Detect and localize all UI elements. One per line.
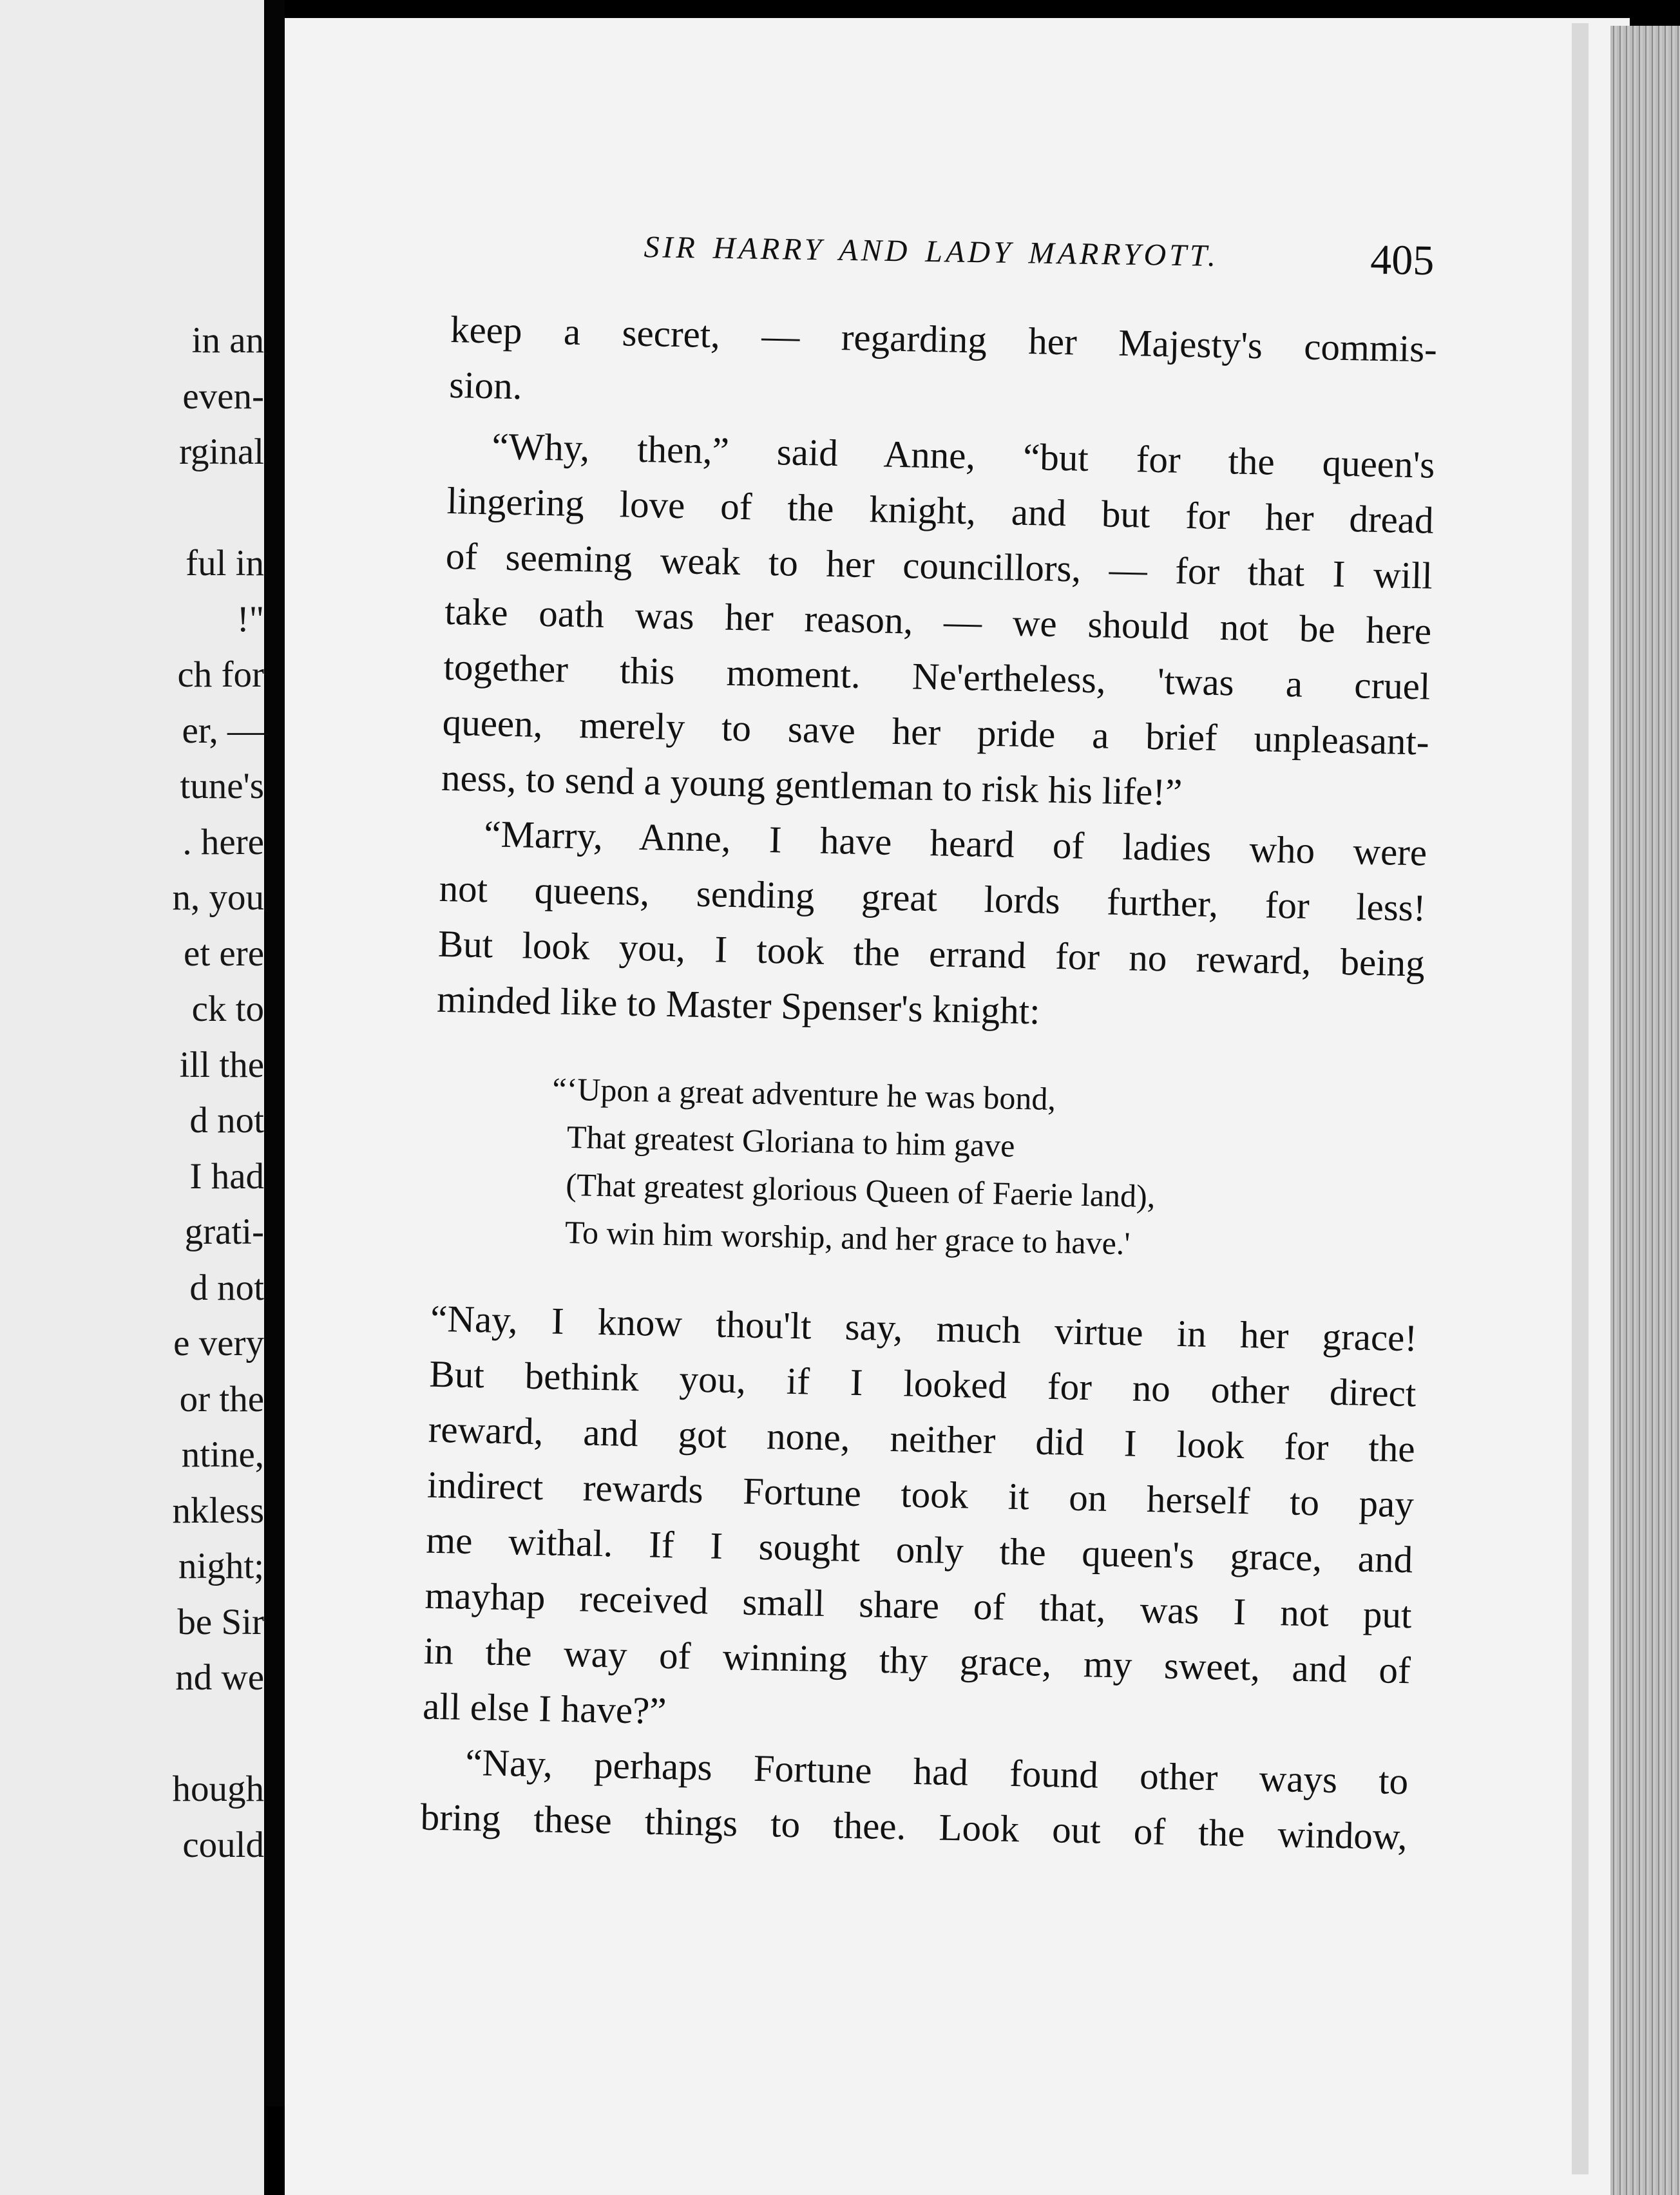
- previous-page-line: ill the: [179, 1044, 264, 1085]
- previous-page-line: d not: [189, 1267, 264, 1308]
- text-line: reward, and got none, neither did I look for the: [428, 1407, 1416, 1470]
- text-line: ness, to send a young gentleman to risk his life!”: [441, 755, 1183, 813]
- text-line: bring these things to thee. Look out of the window,: [420, 1795, 1408, 1858]
- previous-page-line: even-: [182, 375, 264, 417]
- paragraph: [441, 417, 1435, 825]
- previous-page-line: d not: [189, 1100, 264, 1141]
- verse-quotation: [432, 1063, 1422, 1273]
- previous-page-line: !": [236, 598, 264, 640]
- text-line: in the way of winning thy grace, my sweet, and of: [423, 1629, 1411, 1692]
- paragraph: [449, 301, 1438, 432]
- text-line: But bethink you, if I looked for no other direct: [428, 1352, 1417, 1415]
- paragraph: [436, 805, 1427, 1047]
- previous-page-line: . here: [182, 821, 264, 862]
- gutter-shadow: [265, 0, 285, 2106]
- previous-page-line: rginal: [179, 432, 264, 472]
- text-line: lingering love of the knight, and but for her dread: [446, 479, 1435, 542]
- text-line: take oath was her reason, — we should not be here: [444, 589, 1432, 652]
- verse-line: (That greatest glorious Queen of Faerie land),: [565, 1166, 1156, 1215]
- text-line: me withal. If I sought only the queen's grace, and: [425, 1518, 1413, 1581]
- previous-page-line: grati-: [184, 1212, 264, 1252]
- page-number: 405: [1370, 236, 1435, 285]
- previous-page-line: ntine,: [181, 1434, 264, 1475]
- previous-page-line: ck to: [191, 989, 264, 1029]
- text-line: of seeming weak to her councillors, — for that I will: [445, 534, 1433, 597]
- previous-page-line: could: [182, 1824, 264, 1865]
- verse-line: “‘Upon a great adventure he was bond,: [551, 1070, 1056, 1117]
- text-line: all else I have?”: [422, 1684, 667, 1733]
- previous-page-line: e very: [173, 1323, 264, 1364]
- page-stack-edge: [1610, 26, 1680, 2195]
- paragraph: [420, 1734, 1409, 1865]
- previous-page-line: in an: [191, 320, 264, 361]
- previous-page-text: [110, 313, 264, 1873]
- text-line: mayhap received small share of that, was I not put: [425, 1573, 1413, 1637]
- previous-page-line: or the: [179, 1378, 264, 1420]
- previous-page-line: et ere: [184, 933, 264, 974]
- text-line: But look you, I took the errand for no reward, being: [437, 922, 1426, 985]
- text-line: “Marry, Anne, I have heard of ladies who were: [483, 812, 1427, 874]
- running-title: SIR HARRY AND LADY MARRYOTT.: [644, 229, 1219, 274]
- paragraph: [422, 1291, 1417, 1754]
- text-line: keep a secret, — regarding her Majesty's commis-: [450, 307, 1438, 370]
- previous-page: [0, 0, 264, 2195]
- previous-page-line: er, —: [182, 710, 264, 751]
- text-line: indirect rewards Fortune took it on herself to pay: [426, 1463, 1415, 1526]
- text-line: “Why, then,” said Anne, “but for the queen's: [491, 424, 1435, 486]
- page-body: [420, 301, 1438, 1864]
- previous-page-line: tune's: [180, 766, 264, 806]
- previous-page-line: ful in: [186, 543, 264, 584]
- text-line: queen, merely to save her pride a brief unpleasant-: [442, 700, 1430, 763]
- text-line: together this moment. Ne'ertheless, 'twas a cruel: [443, 645, 1431, 708]
- previous-page-line: [110, 480, 264, 537]
- text-line: “Nay, perhaps Fortune had found other ways to: [464, 1740, 1409, 1803]
- page-edge-shadow: [1572, 23, 1589, 2174]
- text-line: minded like to Master Spenser's knight:: [436, 977, 1041, 1032]
- previous-page-line: ch for: [177, 654, 264, 695]
- verse-line: To win him worship, and her grace to have.': [564, 1213, 1131, 1262]
- text-line: not queens, sending great lords further, for less!: [439, 866, 1427, 929]
- previous-page-line: nd we: [175, 1657, 264, 1698]
- previous-page-line: nkless: [172, 1490, 264, 1531]
- text-line: sion.: [448, 363, 523, 408]
- previous-page-line: hough: [172, 1769, 264, 1809]
- previous-page-line: night;: [178, 1546, 264, 1586]
- previous-page-line: be Sir: [177, 1601, 264, 1642]
- text-line: “Nay, I know thou'lt say, much virtue in her grace!: [430, 1297, 1418, 1360]
- previous-page-line: n, you: [172, 877, 264, 918]
- previous-page-line: [110, 1706, 264, 1762]
- verse-line: That greatest Gloriana to him gave: [566, 1118, 1016, 1164]
- previous-page-line: I had: [189, 1155, 264, 1197]
